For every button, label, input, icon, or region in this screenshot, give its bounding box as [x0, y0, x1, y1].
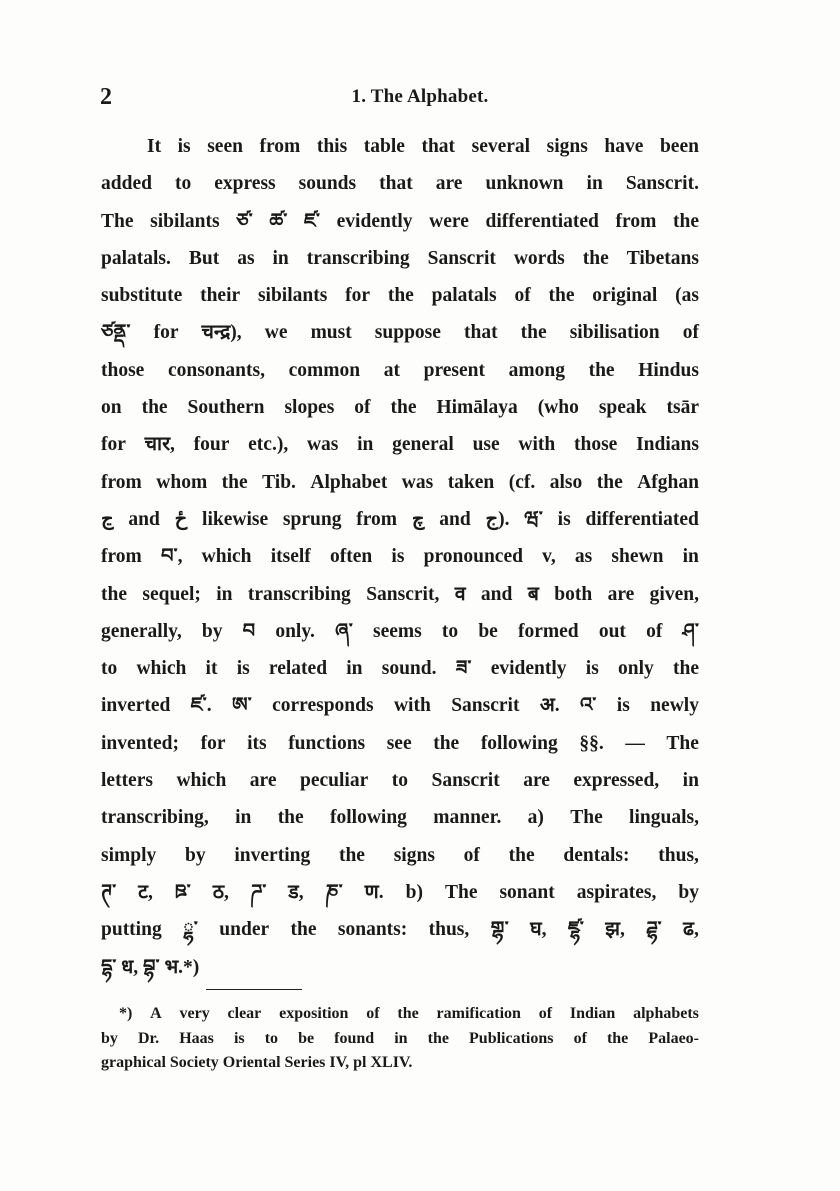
- text-line: generally, by བ only. ཞ་ seems to be formed out of ཤ་: [101, 620, 699, 642]
- text-line: ཊ་ ट, ཋ་ ठ, ཌ་ ड, ཎ་ ण. b) The sonant aspirates, by: [101, 881, 699, 903]
- running-head: 1. The Alphabet.: [351, 86, 489, 107]
- text-line: graphical Society Oriental Series IV, pl XLIV.: [101, 1054, 413, 1071]
- text-line: ڃ and ځ likewise sprung from چ and ج). ཝ་ is differentiated: [101, 508, 699, 530]
- text-line: དྷ་ ध, བྷ་ भ.*): [101, 956, 200, 978]
- text-line: the sequel; in transcribing Sanscrit, व and ब both are given,: [101, 583, 699, 605]
- text-line: for चार, four etc.), was in general use with those Indians: [101, 434, 699, 456]
- text-line: The sibilants ཙ་ ཚ་ ཛ་ evidently were differentiated from the: [101, 210, 699, 232]
- page-number: 2: [100, 84, 112, 110]
- text-line: putting ྷ་ under the sonants: thus, གྷ་ घ, ཛྷ་ झ, ཌྷ་ ढ,: [101, 919, 699, 941]
- text-line: transcribing, in the following manner. a) The linguals,: [101, 807, 699, 829]
- text-line: by Dr. Haas is to be found in the Publications of the Palaeo-: [101, 1029, 699, 1047]
- text-line: from བ་, which itself often is pronounced v, as shewn in: [101, 546, 699, 568]
- text-line: invented; for its functions see the following §§. — The: [101, 732, 699, 754]
- text-line: those consonants, common at present among the Hindus: [101, 359, 699, 381]
- footnote: [101, 1002, 699, 1076]
- text-line: inverted ཛ་. ཨ་ corresponds with Sanscrit अ. འ་ is newly: [101, 695, 699, 717]
- body-text: [101, 128, 699, 986]
- text-line: It is seen from this table that several signs have been: [147, 136, 699, 157]
- text-line: palatals. But as in transcribing Sanscrit words the Tibetans: [101, 247, 699, 269]
- text-line: ཙནྡ་ for चन्द्र), we must suppose that the sibilisation of: [101, 322, 699, 344]
- text-line: on the Southern slopes of the Himālaya (who speak tsār: [101, 397, 699, 419]
- text-line: letters which are peculiar to Sanscrit are expressed, in: [101, 770, 699, 792]
- text-line: *) A very clear exposition of the ramification of Indian alphabets: [119, 1005, 699, 1022]
- text-line: substitute their sibilants for the palatals of the original (as: [101, 285, 699, 307]
- footnote-rule: [206, 989, 302, 990]
- text-line: to which it is related in sound. ཟ་ evidently is only the: [101, 658, 699, 680]
- text-line: simply by inverting the signs of the dentals: thus,: [101, 844, 699, 866]
- text-line: added to express sounds that are unknown in Sanscrit.: [101, 173, 699, 195]
- text-line: from whom the Tib. Alphabet was taken (cf. also the Afghan: [101, 471, 699, 493]
